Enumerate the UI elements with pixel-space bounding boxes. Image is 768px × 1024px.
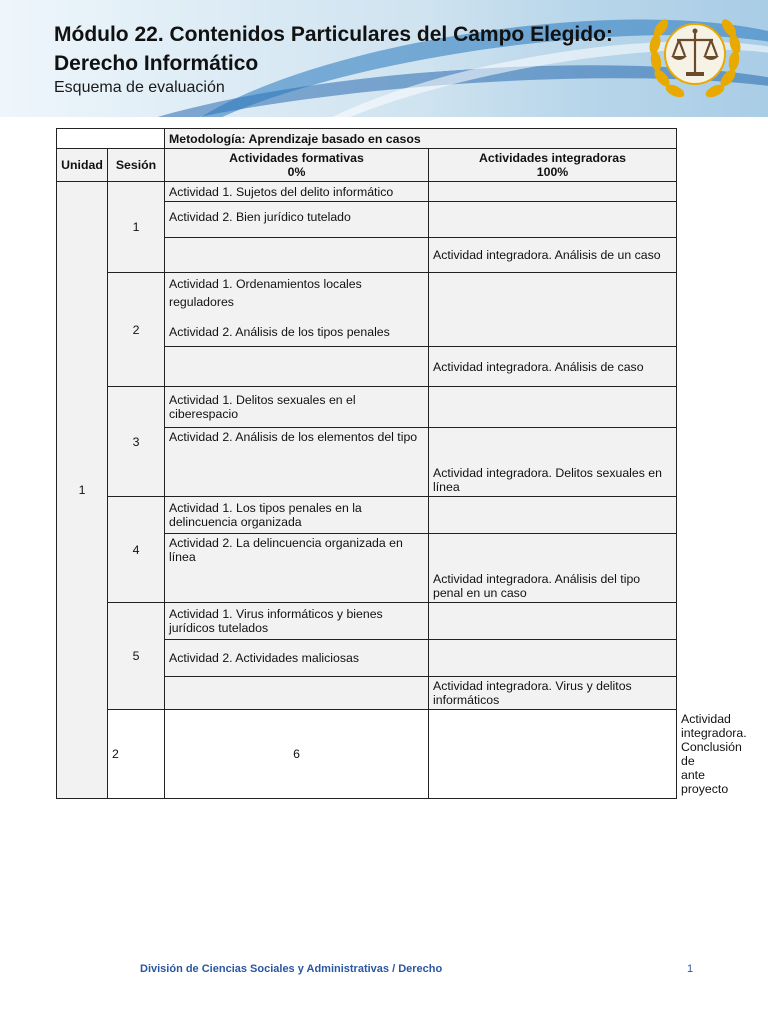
evaluation-table: Metodología: Aprendizaje basado en casos Unidad Sesión Actividades formativas 0% Actividades integradoras 100% 1 1 Actividad 1. Sujetos del delito informático Actividad 2. Bien jurídico tutelado Actividad integradora. Análisis de un caso 2 Actividad 1. Ordenamientos locales reguladores Actividad 2. Análisis de los tipos penales Actividad integradora. Análisis de caso 3 Actividad 1. Delitos sexuales en el ciberespacio Actividad 2. Análisis de los elementos del tipo Actividad integradora. Delitos sexuales en línea 4 Actividad 1. Los tipos penales en la delincuencia organizada Actividad 2. La delincuencia organizada en línea Actividad integradora. Análisis del tipo penal en un caso 5 Actividad 1. Virus informáticos y bienes jurídicos tutelados Actividad 2. Actividades maliciosas Actividad integradora. Virus y delitos informáticos 2 6 Actividad integradora. Conclusión de ante proyecto: [56, 128, 677, 799]
footer-division: División de Ciencias Sociales y Administrativas / Derecho: [140, 963, 443, 975]
column-header-integradoras: [429, 149, 677, 182]
session-cell: 5: [108, 603, 165, 710]
activity-cell: Actividad 2. Actividades maliciosas: [165, 640, 429, 677]
activity-cell: Actividad 1. Los tipos penales en la delincuencia organizada: [165, 497, 429, 534]
empty-cell: [165, 238, 429, 273]
formativas-percent: 0%: [287, 165, 306, 179]
activity-cell: Actividad 1. Delitos sexuales en el ciberespacio: [165, 387, 429, 428]
empty-cell: [429, 710, 677, 799]
page-number: 1: [687, 963, 694, 975]
empty-cell: [429, 428, 677, 464]
empty-cell: [429, 534, 677, 570]
activity-cell: [165, 273, 429, 347]
empty-cell: [429, 202, 677, 238]
empty-cell: [429, 640, 677, 677]
unit-cell: 2: [108, 710, 165, 799]
activity-cell: Actividad 1. Sujetos del delito informático: [165, 182, 429, 202]
empty-cell: [429, 273, 677, 347]
empty-cell: [165, 347, 429, 387]
empty-cell: [429, 603, 677, 640]
empty-cell: [165, 677, 429, 710]
integrative-activity-cell: Actividad integradora. Análisis de un caso: [429, 238, 677, 273]
page-subtitle: Esquema de evaluación: [54, 79, 225, 96]
activity-cell: Actividad 2. Análisis de los elementos del tipo: [165, 428, 429, 497]
session-cell: 1: [108, 182, 165, 273]
session-cell: 4: [108, 497, 165, 603]
page-title: Módulo 22. Contenidos Particulares del Campo Elegido: Derecho Informático: [54, 23, 613, 75]
activity-line: Actividad 1. Ordenamientos locales reguladores: [169, 277, 362, 309]
integrative-activity-cell: Actividad integradora. Análisis del tipo penal en un caso: [429, 570, 677, 603]
integradoras-percent: 100%: [536, 165, 569, 179]
activity-cell: Actividad 2. Bien jurídico tutelado: [165, 202, 429, 238]
integrative-activity-cell: Actividad integradora. Análisis de caso: [429, 347, 677, 387]
session-cell: 2: [108, 273, 165, 387]
formativas-label: Actividades formativas: [229, 151, 364, 165]
scales-of-justice-icon: [642, 6, 748, 110]
integradoras-label: Actividades integradoras: [479, 151, 626, 165]
empty-cell: [429, 182, 677, 202]
activity-line: Actividad 2. Análisis de los tipos penales: [169, 325, 390, 339]
column-header-formativas: [165, 149, 429, 182]
session-cell: 6: [165, 710, 429, 799]
empty-cell: [429, 387, 677, 428]
column-header-unidad: Unidad: [57, 149, 108, 182]
unit-cell: 1: [57, 182, 108, 799]
integrative-activity-cell: Actividad integradora. Delitos sexuales en línea: [429, 464, 677, 497]
activity-cell: Actividad 2. La delincuencia organizada en línea: [165, 534, 429, 603]
blank-cell: [108, 129, 165, 149]
empty-cell: [429, 497, 677, 534]
column-header-sesion: Sesión: [108, 149, 165, 182]
session-cell: 3: [108, 387, 165, 497]
integrative-activity-cell: Actividad integradora. Virus y delitos informáticos: [429, 677, 677, 710]
activity-cell: Actividad 1. Virus informáticos y bienes jurídicos tutelados: [165, 603, 429, 640]
methodology-label: Metodología: Aprendizaje basado en casos: [165, 129, 677, 149]
blank-cell: [57, 129, 108, 149]
